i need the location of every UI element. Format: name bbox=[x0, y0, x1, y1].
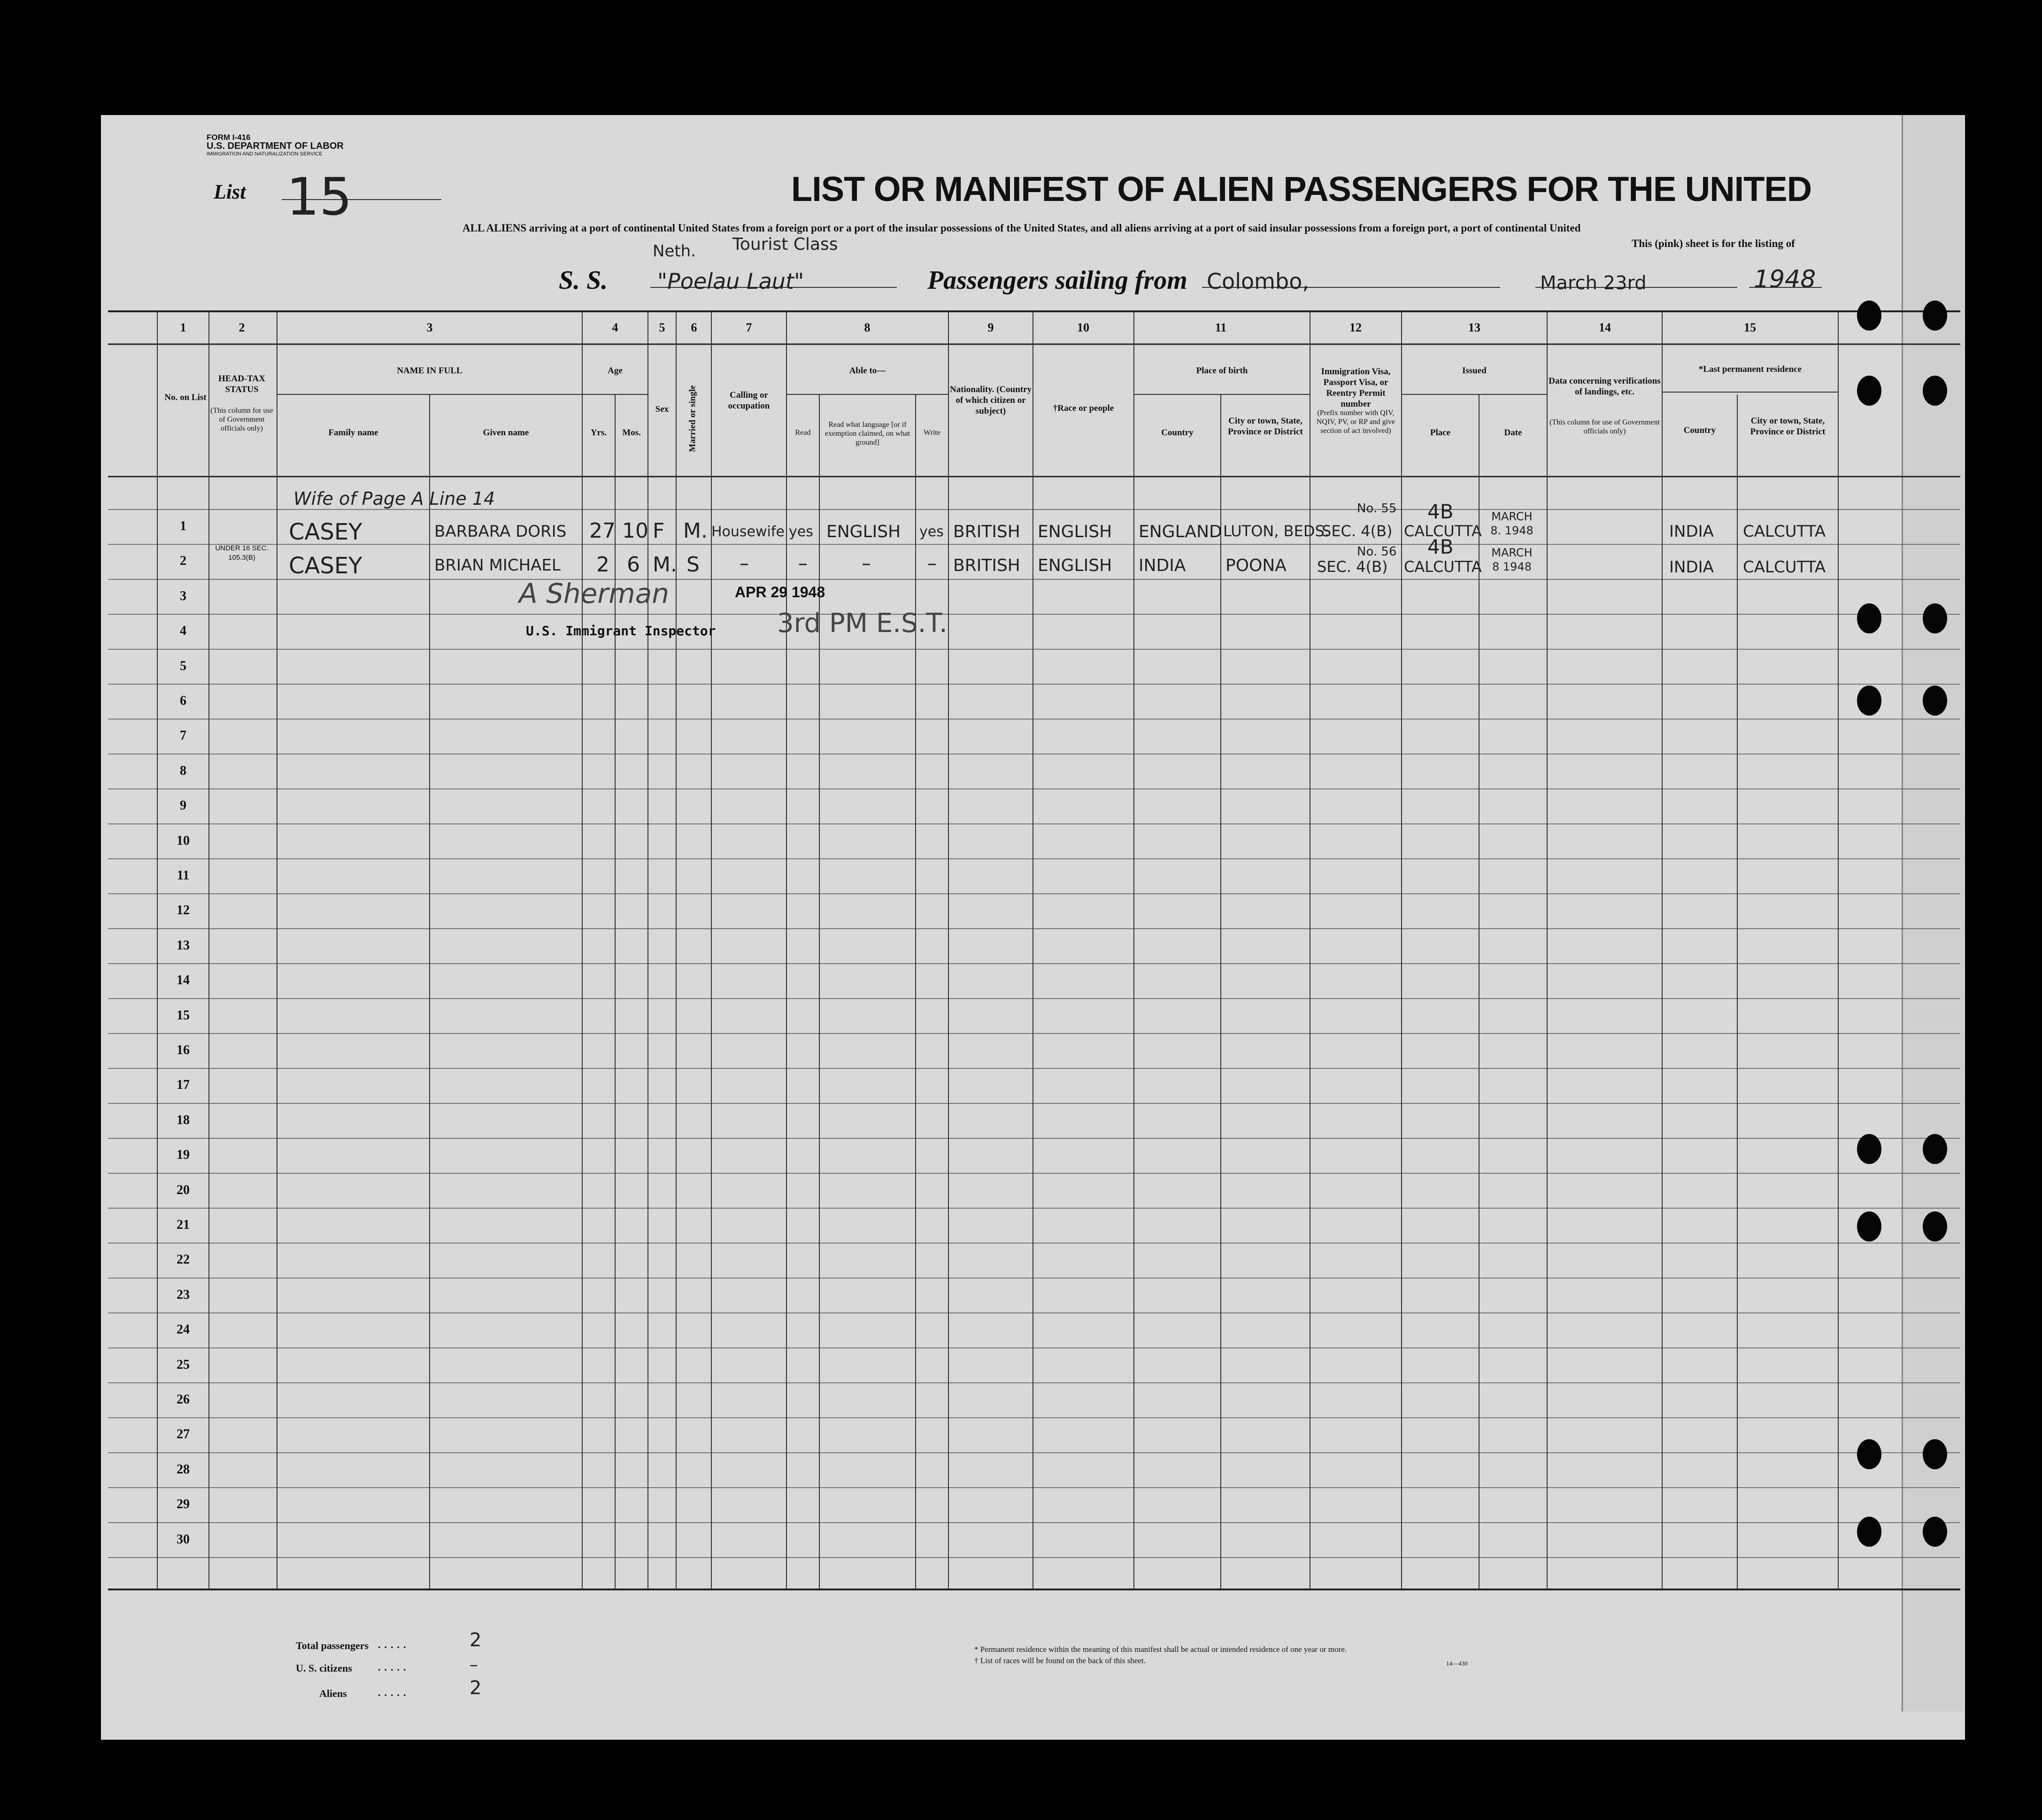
row-number: 13 bbox=[177, 938, 190, 953]
row1-birth-city: LUTON, BEDS. bbox=[1223, 522, 1329, 540]
inspector-label: U.S. Immigrant Inspector bbox=[526, 623, 716, 639]
row-number: 7 bbox=[180, 728, 186, 743]
row2-write: – bbox=[927, 553, 937, 574]
row-number: 12 bbox=[177, 903, 190, 918]
column-number: 8 bbox=[864, 321, 871, 334]
row2-language: – bbox=[862, 553, 871, 574]
total-passengers-label: Total passengers bbox=[296, 1640, 369, 1651]
header-issued-date: Date bbox=[1504, 428, 1522, 438]
row1-given-name: BARBARA DORIS bbox=[434, 522, 567, 541]
column-number: 13 bbox=[1468, 321, 1480, 334]
aliens-value: 2 bbox=[470, 1677, 482, 1699]
manifest-title: LIST OR MANIFEST OF ALIEN PASSENGERS FOR THE UNITED bbox=[791, 170, 1812, 208]
punch-hole bbox=[1923, 1211, 1947, 1242]
header-calling: Calling or occupation bbox=[728, 390, 770, 411]
punch-hole bbox=[1923, 376, 1947, 406]
punch-hole bbox=[1857, 603, 1881, 633]
row2-read: – bbox=[798, 553, 808, 574]
row-number: 19 bbox=[177, 1148, 190, 1163]
row-number: 30 bbox=[177, 1532, 190, 1547]
header-head-tax: HEAD-TAX STATUS bbox=[218, 374, 265, 394]
punch-hole bbox=[1857, 1439, 1881, 1469]
row1-race: ENGLISH bbox=[1038, 522, 1112, 541]
column-number: 12 bbox=[1349, 321, 1362, 334]
row2-occupation: – bbox=[740, 553, 749, 574]
row-number: 10 bbox=[177, 833, 190, 848]
aliens-label: Aliens bbox=[319, 1688, 347, 1699]
list-number: 15 bbox=[286, 167, 352, 227]
header-landings: Data concerning verifications of landings, etc. bbox=[1549, 376, 1661, 397]
row-number: 8 bbox=[180, 763, 186, 778]
row2-sex: M. bbox=[653, 553, 677, 577]
row2-visa-number: No. 56 bbox=[1357, 545, 1397, 559]
row2-residence-country: INDIA bbox=[1669, 558, 1714, 577]
form-code: 14—430 bbox=[1446, 1660, 1468, 1667]
column-number: 10 bbox=[1077, 321, 1089, 334]
header-visa: Immigration Visa, Passport Visa, or Reentry Permit number bbox=[1321, 367, 1391, 409]
header-place-of-birth: Place of birth bbox=[1196, 366, 1248, 376]
wife-note: Wife of Page A Line 14 bbox=[293, 488, 495, 509]
header-no-on-list: No. on List bbox=[164, 393, 207, 402]
list-label: List bbox=[214, 180, 246, 203]
inspector-signature: A Sherman bbox=[519, 578, 670, 609]
row-number: 26 bbox=[177, 1392, 190, 1407]
row1-years: 27 bbox=[589, 519, 616, 543]
row-number: 3 bbox=[180, 588, 186, 603]
punch-hole bbox=[1857, 1211, 1881, 1242]
row1-occupation: Housewife bbox=[711, 524, 785, 540]
header-residence-country: Country bbox=[1683, 425, 1716, 435]
department-label: U.S. DEPARTMENT OF LABOR bbox=[207, 141, 344, 151]
row-number: 28 bbox=[177, 1462, 190, 1477]
stamp-date: APR 29 1948 bbox=[735, 584, 825, 601]
header-sex: Sex bbox=[655, 404, 669, 414]
row1-language: ENGLISH bbox=[826, 522, 901, 541]
row-number: 9 bbox=[180, 798, 186, 813]
column-number: 6 bbox=[691, 321, 697, 334]
row-number: 27 bbox=[177, 1427, 190, 1442]
header-nationality: Nationality. (Country of which citizen or subject) bbox=[949, 385, 1032, 416]
row1-marital: M. bbox=[683, 519, 708, 543]
punch-hole bbox=[1857, 301, 1881, 331]
sailing-label: Passengers sailing from bbox=[927, 266, 1187, 295]
row-number: 4 bbox=[180, 624, 186, 639]
arrival-time-note: 3rd PM E.S.T. bbox=[777, 608, 948, 639]
row2-years: 2 bbox=[596, 553, 609, 577]
punch-hole bbox=[1923, 1134, 1947, 1164]
row-number: 1 bbox=[180, 519, 186, 533]
header-last-residence: *Last permanent residence bbox=[1698, 364, 1802, 374]
dots-2: ..... bbox=[378, 1661, 410, 1673]
header-issued-place: Place bbox=[1430, 428, 1451, 438]
row-number: 14 bbox=[177, 973, 190, 988]
header-age: Age bbox=[608, 366, 623, 376]
row2-visa-section: SEC. 4(B) bbox=[1317, 558, 1388, 576]
row-number: 5 bbox=[180, 658, 186, 673]
row2-birth-city: POONA bbox=[1225, 556, 1287, 575]
row-number: 20 bbox=[177, 1182, 190, 1197]
row-number: 17 bbox=[177, 1078, 190, 1093]
row1-sex: F bbox=[653, 519, 665, 543]
departure-port: Colombo, bbox=[1207, 269, 1309, 294]
row2-issued-date: MARCH 8 1948 bbox=[1491, 546, 1533, 573]
row1-write: yes bbox=[919, 524, 944, 540]
column-number: 9 bbox=[987, 321, 994, 334]
total-passengers-value: 2 bbox=[470, 1629, 482, 1651]
header-write: Write bbox=[924, 429, 940, 437]
footnote-races: † List of races will be found on the back of this sheet. bbox=[974, 1656, 1146, 1665]
header-family-name: Family name bbox=[328, 428, 378, 438]
row1-issued-date: MARCH 8. 1948 bbox=[1490, 510, 1533, 537]
punch-hole bbox=[1923, 1517, 1947, 1547]
row-number: 18 bbox=[177, 1112, 190, 1127]
row1-residence-country: INDIA bbox=[1669, 522, 1714, 541]
row2-head-tax: UNDER 16 SEC. 105.3(B) bbox=[215, 544, 269, 562]
column-number: 14 bbox=[1599, 321, 1611, 334]
punch-hole bbox=[1857, 1134, 1881, 1164]
row-number: 24 bbox=[177, 1322, 190, 1337]
header-read: Read bbox=[795, 429, 811, 437]
row2-marital: S bbox=[686, 553, 700, 577]
header-head-tax-note: (This column for use of Government officials only) bbox=[210, 407, 273, 432]
row1-visa-section: SEC. 4(B) bbox=[1322, 522, 1393, 540]
us-citizens-label: U. S. citizens bbox=[296, 1662, 352, 1674]
row-number: 11 bbox=[177, 868, 190, 883]
header-read-language: Read what language [or if exemption claimed, on what ground] bbox=[825, 421, 910, 447]
header-able-to: Able to— bbox=[849, 366, 886, 376]
row-number: 25 bbox=[177, 1357, 190, 1372]
dots-1: ..... bbox=[378, 1639, 410, 1650]
service-label: IMMIGRATION AND NATURALIZATION SERVICE bbox=[207, 151, 323, 157]
column-number: 4 bbox=[612, 321, 618, 334]
sailing-year: 1948 bbox=[1754, 265, 1816, 293]
sailing-date: March 23rd bbox=[1540, 272, 1647, 294]
column-number: 15 bbox=[1744, 321, 1756, 334]
row-number: 15 bbox=[177, 1008, 190, 1023]
row1-visa-number: No. 55 bbox=[1357, 501, 1397, 516]
row2-issued-place: CALCUTTA bbox=[1404, 558, 1482, 576]
row1-birth-country: ENGLAND bbox=[1139, 522, 1222, 541]
punch-hole bbox=[1857, 376, 1881, 406]
row1-issued-place: CALCUTTA bbox=[1404, 522, 1482, 540]
dots-3: ..... bbox=[378, 1687, 410, 1698]
row2-residence-city: CALCUTTA bbox=[1743, 558, 1826, 577]
row2-months: 6 bbox=[627, 553, 640, 577]
row-number: 2 bbox=[180, 554, 186, 569]
header-months: Mos. bbox=[622, 428, 641, 438]
row-number: 29 bbox=[177, 1497, 190, 1512]
column-number: 2 bbox=[239, 321, 245, 334]
header-issued: Issued bbox=[1462, 366, 1487, 376]
punch-hole bbox=[1857, 1517, 1881, 1547]
column-number: 3 bbox=[426, 321, 433, 334]
row2-birth-country: INDIA bbox=[1139, 556, 1186, 575]
row1-residence-city: CALCUTTA bbox=[1743, 522, 1826, 541]
row-number: 23 bbox=[177, 1287, 190, 1302]
row1-months: 10 bbox=[622, 519, 648, 543]
row2-family-name: CASEY bbox=[289, 553, 362, 579]
manifest-subtitle: ALL ALIENS arriving at a port of continental United States from a foreign port or a port of the insular possessions of the United States, and all aliens arriving at a port of said insular possessions from a foreign port, a port of continental United bbox=[462, 222, 1581, 234]
manifest-subtitle-2: This (pink) sheet is for the listing of bbox=[1632, 238, 1795, 249]
row-number: 22 bbox=[177, 1252, 190, 1267]
column-number: 11 bbox=[1215, 321, 1227, 334]
header-race: †Race or people bbox=[1053, 403, 1114, 413]
column-number: 5 bbox=[659, 321, 665, 334]
punch-hole bbox=[1923, 686, 1947, 716]
header-birth-country: Country bbox=[1161, 428, 1194, 438]
header-married: Married or single bbox=[687, 385, 698, 452]
punch-hole bbox=[1923, 603, 1947, 633]
row2-issued-number: 4B bbox=[1427, 535, 1454, 558]
column-number: 1 bbox=[180, 321, 186, 334]
row2-race: ENGLISH bbox=[1038, 556, 1112, 575]
header-given-name: Given name bbox=[483, 428, 529, 438]
punch-hole bbox=[1857, 686, 1881, 716]
row1-family-name: CASEY bbox=[289, 519, 362, 545]
row1-nationality: BRITISH bbox=[953, 522, 1020, 541]
ship-name: "Poelau Laut" bbox=[657, 269, 804, 294]
ship-nationality-note: Neth. bbox=[653, 242, 696, 261]
form-number: FORM I-416 bbox=[207, 133, 251, 142]
row-number: 21 bbox=[177, 1218, 190, 1232]
header-years: Yrs. bbox=[590, 428, 607, 438]
punch-hole bbox=[1923, 1439, 1947, 1469]
row1-issued-number: 4B bbox=[1427, 500, 1454, 523]
row-number: 16 bbox=[177, 1043, 190, 1057]
class-note: Tourist Class bbox=[732, 235, 838, 254]
header-name-in-full: NAME IN FULL bbox=[397, 366, 462, 376]
column-number: 7 bbox=[746, 321, 752, 334]
footnote-residence: * Permanent residence within the meaning of this manifest shall be actual or intended residence of one year or more. bbox=[974, 1645, 1347, 1654]
header-birth-city: City or town, State, Province or District bbox=[1228, 416, 1303, 437]
row2-given-name: BRIAN MICHAEL bbox=[434, 556, 561, 575]
us-citizens-value: – bbox=[470, 1655, 478, 1674]
header-residence-city: City or town, State, Province or District bbox=[1750, 416, 1826, 437]
row2-nationality: BRITISH bbox=[953, 556, 1020, 575]
ss-label: S. S. bbox=[559, 266, 608, 295]
header-landings-note: (This column for use of Government officials only) bbox=[1549, 418, 1660, 435]
header-visa-note: (Prefix number with QIV, NQIV, PV, or RP and give section of act involved) bbox=[1316, 409, 1395, 435]
punch-hole bbox=[1923, 301, 1947, 331]
row1-read: yes bbox=[789, 524, 813, 540]
row-number: 6 bbox=[180, 694, 186, 708]
